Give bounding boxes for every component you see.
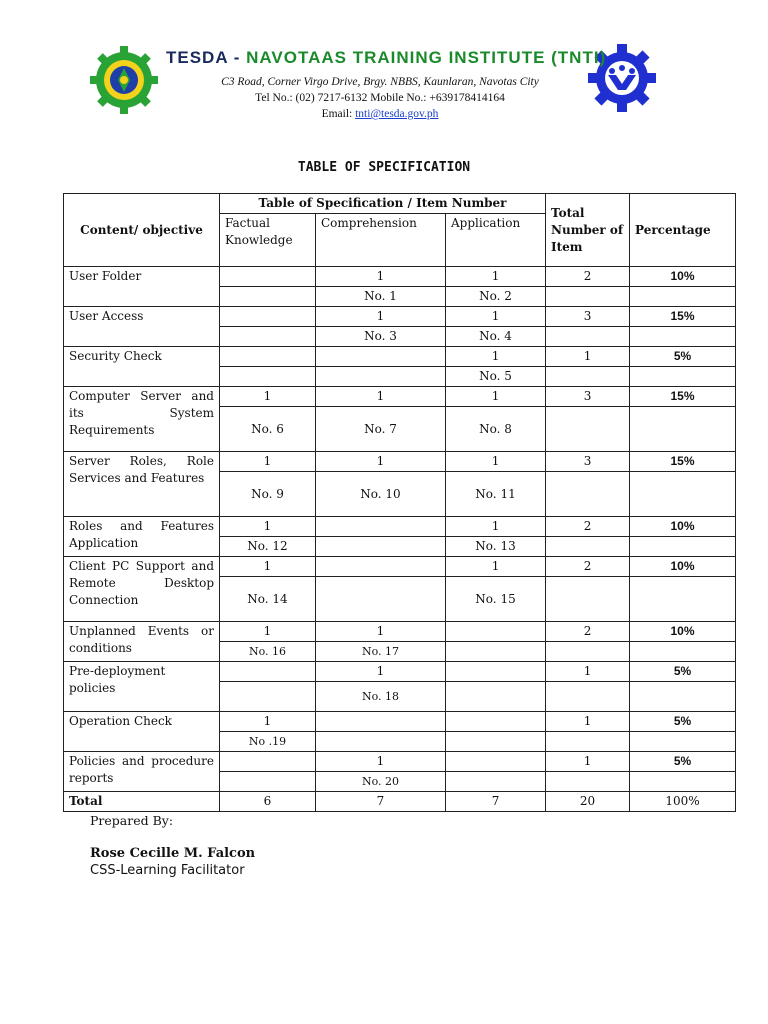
factual-count: 1 [220,387,316,407]
application-item-number: No. 8 [446,407,546,452]
total-items: 2 [546,267,630,287]
document-title: TABLE OF SPECIFICATION [297,160,471,175]
empty-percentage-cell [630,682,736,712]
percentage: 10% [630,622,736,642]
factual-item-number [220,367,316,387]
address: C3 Road, Corner Virgo Drive, Brgy. NBBS, Kaunlaran, Navotas City [221,76,539,88]
table-row [64,712,736,732]
comprehension-count: 1 [316,387,446,407]
content-cell: Pre-deployment policies [64,662,220,712]
content-cell: Client PC Support and Remote Desktop Connection [64,557,220,622]
content-cell: Roles and Features Application [64,517,220,557]
application-item-number [446,732,546,752]
specification-table [63,193,736,812]
email-label: Email: [321,108,356,120]
header-content: Content/ objective [64,194,220,267]
comprehension-item-number [316,367,446,387]
total-items: 2 [546,517,630,537]
total-items: 2 [546,557,630,577]
factual-item-number: No. 6 [220,407,316,452]
factual-item-number [220,287,316,307]
application-count: 1 [446,267,546,287]
total-items: 2 [546,622,630,642]
application-count [446,712,546,732]
header-comprehension: Comprehension [316,214,446,267]
content-cell: User Folder [64,267,220,307]
empty-percentage-cell [630,287,736,307]
total-items: 3 [546,387,630,407]
factual-count: 1 [220,712,316,732]
content-cell: User Access [64,307,220,347]
empty-percentage-cell [630,772,736,792]
application-count: 1 [446,347,546,367]
empty-percentage-cell [630,642,736,662]
total-percentage: 100% [630,792,736,812]
comprehension-item-number: No. 1 [316,287,446,307]
total-items-sum: 20 [546,792,630,812]
factual-item-number: No. 16 [220,642,316,662]
empty-total-cell [546,577,630,622]
percentage: 15% [630,452,736,472]
comprehension-count: 1 [316,752,446,772]
empty-percentage-cell [630,407,736,452]
empty-percentage-cell [630,327,736,347]
preparer-name: Rose Cecille M. Falcon [90,846,256,861]
content-cell: Policies and procedure reports [64,752,220,792]
total-items: 1 [546,712,630,732]
title-institute-name: NAVOTAAS TRAINING INSTITUTE (TNTI) [246,48,607,67]
total-comprehension: 7 [316,792,446,812]
empty-total-cell [546,407,630,452]
factual-item-number [220,682,316,712]
prepared-by-label: Prepared By: [90,813,174,828]
application-count: 1 [446,307,546,327]
content-cell: Unplanned Events or conditions [64,622,220,662]
factual-count: 1 [220,622,316,642]
application-item-number: No. 15 [446,577,546,622]
table-body [64,267,736,812]
empty-total-cell [546,732,630,752]
empty-total-cell [546,642,630,662]
application-count [446,752,546,772]
comprehension-item-number: No. 17 [316,642,446,662]
application-count: 1 [446,517,546,537]
comprehension-item-number: No. 20 [316,772,446,792]
title-dash: - [228,48,247,67]
factual-item-number: No. 14 [220,577,316,622]
application-item-number [446,682,546,712]
table-row [64,307,736,327]
factual-item-number: No. 12 [220,537,316,557]
factual-count [220,307,316,327]
empty-percentage-cell [630,732,736,752]
comprehension-count [316,712,446,732]
percentage: 5% [630,712,736,732]
factual-item-number [220,772,316,792]
comprehension-item-number [316,537,446,557]
percentage: 5% [630,347,736,367]
telephone: Tel No.: (02) 7217-6132 Mobile No.: +639178414164 [255,92,505,104]
application-count: 1 [446,557,546,577]
percentage: 15% [630,387,736,407]
email-link[interactable]: tnti@tesda.gov.ph [355,108,439,120]
application-item-number: No. 11 [446,472,546,517]
comprehension-count [316,347,446,367]
factual-count [220,662,316,682]
percentage: 10% [630,557,736,577]
header-percentage: Percentage [630,194,736,267]
table-row [64,662,736,682]
empty-total-cell [546,772,630,792]
comprehension-count: 1 [316,662,446,682]
table-row [64,387,736,407]
table-row [64,752,736,772]
application-count [446,662,546,682]
tesda-logo [90,46,158,114]
empty-total-cell [546,287,630,307]
factual-count [220,752,316,772]
empty-total-cell [546,682,630,712]
factual-item-number: No. 9 [220,472,316,517]
percentage: 5% [630,752,736,772]
content-cell: Security Check [64,347,220,387]
factual-count: 1 [220,517,316,537]
institute-title [166,48,606,68]
comprehension-count: 1 [316,307,446,327]
comprehension-count [316,517,446,537]
application-item-number: No. 5 [446,367,546,387]
comprehension-item-number: No. 10 [316,472,446,517]
empty-percentage-cell [630,537,736,557]
comprehension-item-number [316,577,446,622]
comprehension-item-number: No. 3 [316,327,446,347]
application-item-number: No. 4 [446,327,546,347]
application-count: 1 [446,452,546,472]
application-item-number [446,772,546,792]
header-total: Total Number of Item [546,194,630,267]
application-item-number [446,642,546,662]
total-items: 1 [546,347,630,367]
table-row [64,622,736,642]
comprehension-item-number: No. 7 [316,407,446,452]
percentage: 10% [630,267,736,287]
total-items: 3 [546,307,630,327]
preparer-role: CSS-Learning Facilitator [90,863,245,878]
factual-count: 1 [220,452,316,472]
factual-count: 1 [220,557,316,577]
percentage: 5% [630,662,736,682]
total-factual: 6 [220,792,316,812]
empty-total-cell [546,537,630,557]
factual-count [220,347,316,367]
total-items: 1 [546,662,630,682]
total-row [64,792,736,812]
comprehension-count: 1 [316,622,446,642]
content-cell: Operation Check [64,712,220,752]
percentage: 10% [630,517,736,537]
empty-percentage-cell [630,367,736,387]
comprehension-item-number [316,732,446,752]
factual-count [220,267,316,287]
table-row [64,267,736,287]
header-factual: Factual Knowledge [220,214,316,267]
application-count [446,622,546,642]
header-group: Table of Specification / Item Number [220,194,546,214]
comprehension-count: 1 [316,452,446,472]
title-tesda: TESDA [166,48,228,67]
factual-item-number: No .19 [220,732,316,752]
total-items: 3 [546,452,630,472]
email-line [170,108,590,120]
table-row [64,517,736,537]
total-label: Total [64,792,220,812]
total-items: 1 [546,752,630,772]
percentage: 15% [630,307,736,327]
empty-total-cell [546,367,630,387]
empty-total-cell [546,327,630,347]
application-item-number: No. 13 [446,537,546,557]
total-application: 7 [446,792,546,812]
comprehension-count: 1 [316,267,446,287]
application-count: 1 [446,387,546,407]
comprehension-count [316,557,446,577]
table-row [64,452,736,472]
factual-item-number [220,327,316,347]
application-item-number: No. 2 [446,287,546,307]
empty-percentage-cell [630,577,736,622]
comprehension-item-number: No. 18 [316,682,446,712]
table-row [64,557,736,577]
table-row [64,347,736,367]
empty-total-cell [546,472,630,517]
header-application: Application [446,214,546,267]
empty-percentage-cell [630,472,736,517]
content-cell: Computer Server and its System Requirements [64,387,220,452]
content-cell: Server Roles, Role Services and Features [64,452,220,517]
